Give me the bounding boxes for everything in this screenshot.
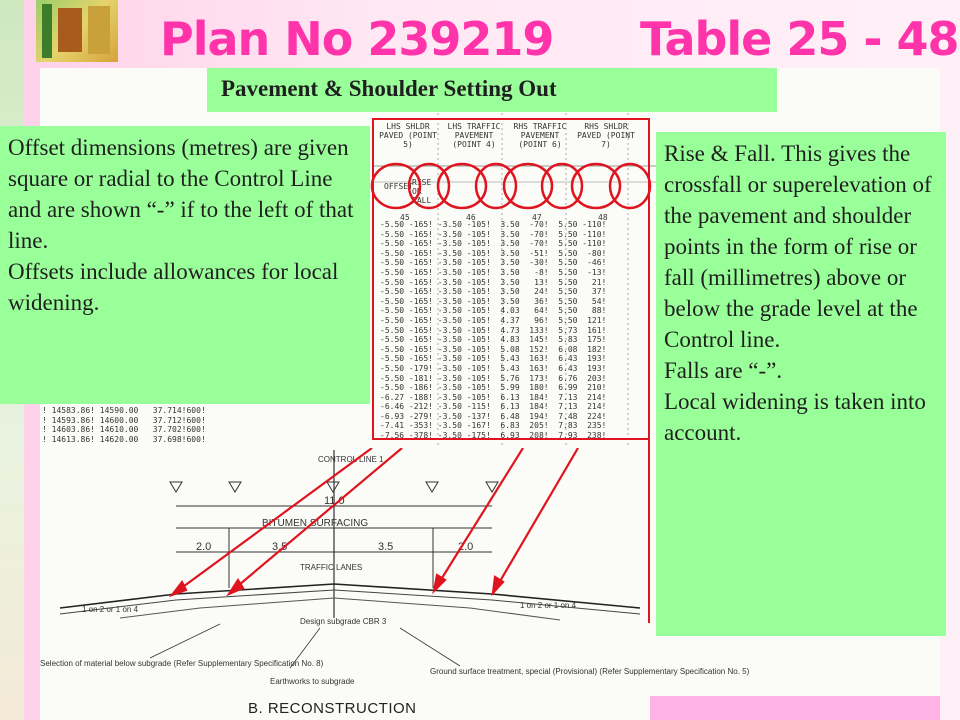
bitumen-label: BITUMEN SURFACING xyxy=(262,518,369,529)
scan-table-row: -5.50 -165! -3.50 -105! 4.37 96! 5.50 121! xyxy=(380,315,607,325)
peg-icon-2 xyxy=(229,482,241,492)
scan-left-rows xyxy=(42,406,372,446)
scan-table-row: -5.50 -165! -3.50 -105! 3.50 -70! 5.50 -110! xyxy=(380,229,607,239)
col-no-48: 48 xyxy=(598,213,608,222)
control-line-label: CONTROL LINE 1 xyxy=(318,455,384,464)
scan-table-row: -5.50 -186! -3.50 -105! 5.99 180! 6.99 210! xyxy=(380,383,607,393)
scan-table-row: -5.50 -165! -3.50 -105! 3.50 -8! 5.50 -13! xyxy=(380,267,607,277)
scan-table-row: -5.50 -165! -3.50 -105! 4.03 64! 5.50 88! xyxy=(380,306,607,316)
scan-table-row: -5.50 -165! -3.50 -105! 5.08 152! 6.08 182! xyxy=(380,344,607,354)
scan-table-row: -5.50 -165! -3.50 -105! 3.50 -51! 5.50 -80! xyxy=(380,248,607,258)
offset-note-para2: Offsets include allowances for local widening. xyxy=(8,259,339,315)
table-range: Table 25 - 48 xyxy=(640,12,959,66)
section-title-box xyxy=(207,68,777,112)
note-ground: Ground surface treatment, special (Provisional) (Refer Supplementary Specification No. 5) xyxy=(430,667,750,676)
slide-title xyxy=(160,10,959,68)
peg-icon-3 xyxy=(327,482,339,492)
scan-table-row: -6.27 -188! -3.50 -105! 6.13 184! 7.13 214! xyxy=(380,392,607,402)
traffic-lanes-label: TRAFFIC LANES xyxy=(300,563,363,572)
scan-table-row: -7.56 -378! -3.50 -175! 6.93 208! 7.93 238! xyxy=(380,431,607,441)
slope-right: 1 on 2 or 1 on 4 xyxy=(520,601,577,610)
scan-left-row: ! 14583.86! 14590.00 37.714!600! xyxy=(42,406,206,415)
arrow-offset-rhs-shoulder xyxy=(496,448,578,588)
dim-2-left: 2.0 xyxy=(196,541,212,553)
reconstruction-caption: B. RECONSTRUCTION xyxy=(248,700,417,717)
rise-fall-para1: Rise & Fall. This gives the crossfall or superelevation of the pavement and shoulder points in the form of rise or fall (millimetres) above or below the grade level at the Control line. xyxy=(664,141,932,352)
peg-icon-1 xyxy=(170,482,182,492)
offset-note xyxy=(0,126,370,404)
note-earthworks: Earthworks to subgrade xyxy=(270,677,355,686)
scan-table-row: -6.46 -212! -3.50 -115! 6.13 184! 7.13 214! xyxy=(380,402,607,412)
offset-note-para1: Offset dimensions (metres) are given square or radial to the Control Line and are shown “-” if to the left of that line. xyxy=(8,135,354,253)
col-header-lhs-traffic: LHS TRAFFIC PAVEMENT (POINT 4) xyxy=(447,122,501,149)
col-no-46: 46 xyxy=(466,213,476,222)
scan-left-row: ! 14593.86! 14600.00 37.712!600! xyxy=(42,415,206,425)
dim-35-right: 3.5 xyxy=(378,541,394,553)
col-header-lhs-shldr: LHS SHLDR PAVED (POINT 5) xyxy=(379,122,437,149)
col-header-rhs-shldr: RHS SHLDR PAVED (POINT 7) xyxy=(577,122,635,149)
scan-table-row: -5.50 -165! -3.50 -105! 3.50 -30! 5.50 -46! xyxy=(380,258,607,268)
total-width: 11.0 xyxy=(324,495,345,507)
cross-section-drawing xyxy=(0,448,960,720)
corner-decor xyxy=(650,696,940,720)
rise-fall-para3: Local widening is taken into account. xyxy=(664,389,926,445)
col-header-rhs-traffic: RHS TRAFFIC PAVEMENT (POINT 6) xyxy=(513,122,567,149)
scan-table-row: -5.50 -165! -3.50 -105! 3.50 36! 5.50 54! xyxy=(380,296,607,306)
scan-table-row: -5.50 -179! -3.50 -105! 5.43 163! 6.43 193! xyxy=(380,363,607,373)
col-no-47: 47 xyxy=(532,213,542,222)
scan-table-row: -7.41 -353! -3.50 -167! 6.83 205! 7.83 235! xyxy=(380,421,607,431)
scan-table-row: -5.50 -165! -3.50 -105! 4.83 145! 5.83 175! xyxy=(380,335,607,345)
scan-table-row: -5.50 -165! -3.50 -105! 3.50 -70! 5.50 -110! xyxy=(380,220,607,229)
subgrade-label: Design subgrade CBR 3 xyxy=(300,617,387,626)
scan-table-row: -5.50 -181! -3.50 -105! 5.76 173! 6.76 203! xyxy=(380,373,607,383)
scan-left-row: ! 14613.86! 14620.00 37.698!600! xyxy=(42,434,206,444)
sub-offset: OFFSET xyxy=(384,182,413,191)
scan-table-row: -6.93 -279! -3.50 -137! 6.48 194! 7.48 224! xyxy=(380,411,607,421)
dim-35-left: 3.5 xyxy=(272,541,288,553)
plan-number: Plan No 239219 xyxy=(160,12,554,66)
rise-fall-para2: Falls are “-”. xyxy=(664,358,783,383)
peg-icon-4 xyxy=(426,482,438,492)
logo-icon xyxy=(36,0,118,62)
scan-table-row: -5.50 -165! -3.50 -105! 5.43 163! 6.43 193! xyxy=(380,354,607,364)
scan-left-row: ! 14603.86! 14610.00 37.702!600! xyxy=(42,425,206,435)
col-no-45: 45 xyxy=(400,213,410,222)
slope-left: 1 on 2 or 1 on 4 xyxy=(82,605,139,614)
highlight-box xyxy=(372,118,650,440)
sub-rise: RISE OR FALL xyxy=(412,178,432,205)
section-title: Pavement & Shoulder Setting Out xyxy=(221,76,557,101)
note-selection: Selection of material below subgrade (Refer Supplementary Specification No. 8) xyxy=(40,659,324,668)
scan-table-row: -5.50 -165! -3.50 -105! 4.73 133! 5.73 161! xyxy=(380,325,607,335)
scan-table-row: -5.50 -165! -3.50 -105! 3.50 13! 5.50 21! xyxy=(380,277,607,287)
scan-table-row: -5.50 -165! -3.50 -105! 3.50 24! 5.50 37! xyxy=(380,287,607,297)
scan-table-row: -5.50 -165! -3.50 -105! 3.50 -70! 5.50 -110! xyxy=(380,239,607,249)
dim-2-right: 2.0 xyxy=(458,541,474,553)
